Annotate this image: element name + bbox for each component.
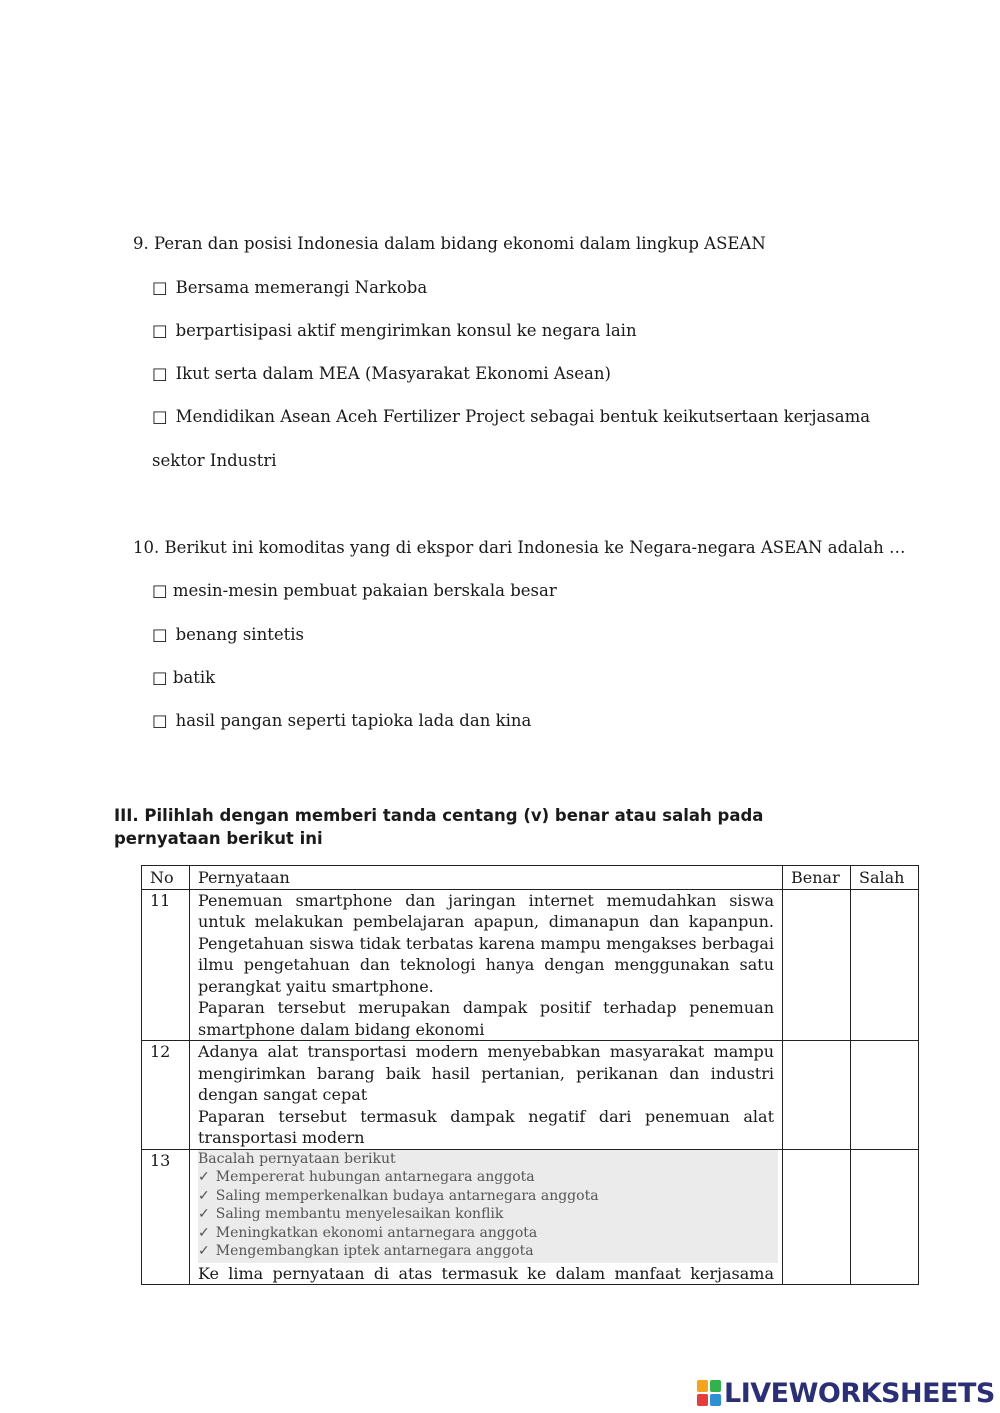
checkbox-icon[interactable]: □ [152,407,168,426]
check-icon: ✓ [198,1169,210,1185]
statement-paragraph: Adanya alat transportasi modern menyebabkan masyarakat mampu mengirimkan barang baik hasil pertanian, perikanan dan industri dengan sangat cepat [198,1042,774,1104]
header-no: No [142,866,190,890]
checkbox-icon[interactable]: □ [152,321,168,340]
check-icon: ✓ [198,1206,210,1222]
question-9-title: 9. Peran dan posisi Indonesia dalam bidang ekonomi dalam lingkup ASEAN [133,234,766,253]
true-false-table [141,865,919,1285]
statement-box-item: ✓ Meningkatkan ekonomi antarnegara anggota [198,1224,538,1241]
question-10-option-1[interactable] [152,580,557,602]
row-statement [190,1041,783,1150]
option-label: hasil pangan seperti tapioka lada dan kina [175,711,532,730]
statement-paragraph: Penemuan smartphone dan jaringan internet memudahkan siswa untuk melakukan pembelajaran apapun, dimanapun dan kapanpun. Pengetahuan siswa tidak terbatas karena mampu mengakses berbagai ilmu pengetahuan dan teknologi hanya dengan menggunakan satu perangkat yaitu smartphone. [198,890,774,996]
statement-box [198,1150,778,1263]
checkbox-icon[interactable]: □ [152,711,168,730]
statement-paragraph: Ke lima pernyataan di atas termasuk ke dalam manfaat kerjasama [198,1263,774,1283]
question-9-option-4[interactable] [152,406,870,428]
checkbox-icon[interactable]: □ [152,625,168,644]
statement-paragraph: Paparan tersebut termasuk dampak negatif dari penemuan alat transportasi modern [198,1106,774,1147]
option-label: mesin-mesin pembuat pakaian berskala besar [172,581,557,600]
check-icon: ✓ [198,1224,210,1241]
option-label: Mendidikan Asean Aceh Fertilizer Project sebagai bentuk keikutsertaan kerjasama [175,407,871,426]
row-statement [190,889,783,1041]
check-icon: ✓ [198,1243,210,1259]
logo-text: LIVEWORKSHEETS [724,1377,995,1409]
question-9-option-1[interactable] [152,277,427,299]
statement-box-item: ✓ Mempererat hubungan antarnegara anggota [198,1169,535,1185]
header-statement: Pernyataan [190,866,783,890]
row-number: 11 [142,889,190,1041]
answer-false-cell[interactable] [851,1041,919,1150]
statement-box-item: ✓ Saling memperkenalkan budaya antarnegara anggota [198,1187,599,1204]
question-10-title: 10. Berikut ini komoditas yang di ekspor dari Indonesia ke Negara-negara ASEAN adalah … [133,538,906,557]
answer-true-cell[interactable] [783,1041,851,1150]
row-number: 13 [142,1149,190,1285]
option-label: Bersama memerangi Narkoba [175,278,428,297]
answer-true-cell[interactable] [783,889,851,1041]
checkbox-icon[interactable]: □ [152,278,168,297]
answer-false-cell[interactable] [851,1149,919,1285]
question-10-option-2[interactable] [152,624,304,646]
liveworksheets-mark-icon [697,1380,721,1406]
question-9-option-4-continuation: sektor Industri [152,451,277,470]
header-false: Salah [851,866,919,890]
option-label: berpartisipasi aktif mengirimkan konsul ke negara lain [175,321,637,340]
option-label: benang sintetis [175,625,304,644]
check-icon: ✓ [198,1187,210,1204]
section-3-title: III. Pilihlah dengan memberi tanda centang (v) benar atau salah pada pernyataan berikut ini [114,806,764,848]
option-label: batik [172,668,216,687]
row-statement [190,1149,783,1285]
statement-box-title: Bacalah pernyataan berikut [198,1150,396,1167]
question-10-option-3[interactable] [152,667,215,689]
question-9-option-2[interactable] [152,320,637,342]
checkbox-icon[interactable]: □ [152,668,168,687]
table-row [142,1149,919,1285]
table-row [142,1041,919,1150]
row-number: 12 [142,1041,190,1150]
statement-box-item: ✓ Mengembangkan iptek antarnegara anggota [198,1243,534,1259]
table-header-row [142,866,919,890]
checkbox-icon[interactable]: □ [152,581,168,600]
table-row [142,889,919,1041]
statement-box-item: ✓ Saling membantu menyelesaikan konflik [198,1206,504,1222]
statement-paragraph: Paparan tersebut merupakan dampak positif terhadap penemuan smartphone dalam bidang ekonomi [198,998,774,1039]
question-10-option-4[interactable] [152,710,531,732]
option-label: Ikut serta dalam MEA (Masyarakat Ekonomi Asean) [175,364,611,383]
checkbox-icon[interactable]: □ [152,364,168,383]
liveworksheets-logo [697,1376,995,1410]
answer-false-cell[interactable] [851,889,919,1041]
question-9-option-3[interactable] [152,363,611,385]
answer-true-cell[interactable] [783,1149,851,1285]
header-true: Benar [783,866,851,890]
